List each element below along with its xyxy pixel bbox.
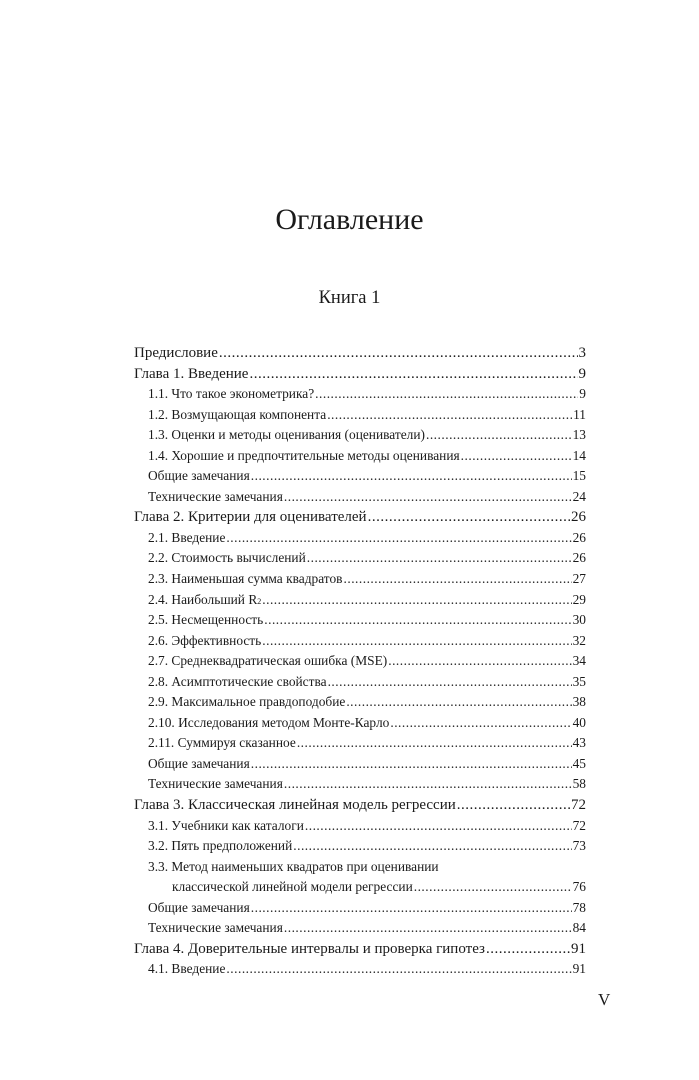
- toc-entry[interactable]: 2.4. Наибольший R 2 ..... 29: [134, 590, 586, 611]
- toc-entry-label: 3.1. Учебники как каталоги: [148, 817, 304, 833]
- toc-entry[interactable]: [134, 692, 586, 713]
- toc-entry[interactable]: [134, 507, 586, 528]
- toc-entry-page: 35: [572, 673, 586, 689]
- toc-entry[interactable]: [134, 672, 586, 693]
- toc-entry-label: Глава 3. Классическая линейная модель регрессии: [134, 797, 456, 814]
- toc-entry[interactable]: [134, 713, 586, 734]
- toc-entry-label: 1.3. Оценки и методы оценивания (оцениватели): [148, 427, 425, 443]
- dot-leader: [251, 754, 572, 775]
- dot-leader: [486, 939, 570, 960]
- dot-leader: [293, 836, 571, 857]
- toc-entry-page: 9: [578, 365, 586, 382]
- toc-entry-label: 1.4. Хорошие и предпочтительные методы оценивания: [148, 447, 460, 463]
- toc-entry-label: Глава 4. Доверительные интервалы и проверка гипотез: [134, 940, 485, 957]
- toc-entry-page: 78: [572, 899, 586, 915]
- dot-leader: [249, 364, 577, 385]
- toc-entry[interactable]: [134, 548, 586, 569]
- toc-entry-page: 14: [572, 447, 586, 463]
- toc-entry-page: 38: [572, 694, 586, 710]
- toc-entry[interactable]: [134, 651, 586, 672]
- toc-entry-page: 3: [578, 345, 586, 361]
- toc-entry-label: 2.6. Эффективность: [148, 632, 262, 648]
- toc-entry[interactable]: [134, 898, 586, 919]
- toc-entry-page: 32: [572, 632, 586, 648]
- dot-leader: [284, 918, 572, 939]
- page-title: Оглавление: [275, 203, 424, 236]
- toc-entry[interactable]: [134, 959, 586, 980]
- dot-leader: [315, 384, 578, 405]
- toc-entry-page: 13: [572, 427, 586, 443]
- toc-entry-label: Общие замечания: [148, 899, 250, 915]
- dot-leader: [307, 548, 572, 569]
- toc-entry-page: 58: [572, 776, 586, 792]
- toc-entry[interactable]: [134, 795, 586, 816]
- toc-entry-page: 43: [572, 735, 586, 751]
- dot-leader: [388, 651, 571, 672]
- toc-entry-label: Общие замечания: [148, 468, 250, 484]
- toc-entry[interactable]: [134, 836, 586, 857]
- toc-entry[interactable]: [134, 754, 586, 775]
- toc-entry-page: 26: [572, 529, 586, 545]
- dot-leader: [264, 610, 571, 631]
- toc-entry-label: 2.8. Асимптотические свойства: [148, 673, 327, 689]
- dot-leader: [327, 405, 572, 426]
- toc-entry-label: 3.3. Метод наименьших квадратов при оценивании: [148, 858, 439, 874]
- page-number: V: [598, 990, 611, 1009]
- dot-leader: [461, 446, 572, 467]
- toc-entry-page: 34: [572, 653, 586, 669]
- book-heading: Книга 1: [318, 288, 381, 308]
- toc-entry-label: Глава 2. Критерии для оценивателей: [134, 509, 367, 526]
- toc-entry[interactable]: [134, 405, 586, 426]
- toc-entry-page: 27: [572, 571, 586, 587]
- toc-entry-label: 2.9. Максимальное правдоподобие: [148, 694, 346, 710]
- toc-entry-label: Технические замечания: [148, 920, 283, 936]
- toc-entry-page: 84: [572, 920, 586, 936]
- toc-entry[interactable]: [134, 877, 586, 898]
- toc-entry[interactable]: [134, 610, 586, 631]
- toc-entry[interactable]: [134, 631, 586, 652]
- toc-entry[interactable]: [134, 857, 586, 878]
- toc-entry-label: Технические замечания: [148, 776, 283, 792]
- dot-leader: [251, 898, 572, 919]
- toc-entry-page: 9: [579, 386, 586, 402]
- toc-entry[interactable]: [134, 466, 586, 487]
- dot-leader: [346, 692, 571, 713]
- toc-entry[interactable]: [134, 816, 586, 837]
- toc-entry-label: 2.4. Наибольший R: [148, 591, 258, 607]
- dot-leader: [226, 959, 571, 980]
- dot-leader: [251, 466, 572, 487]
- dot-leader: [305, 816, 572, 837]
- toc-entry-page: 72: [571, 797, 586, 814]
- toc-entry-label: 1.1. Что такое эконометрика?: [148, 386, 315, 402]
- toc-entry[interactable]: [134, 528, 586, 549]
- toc-entry-page: 15: [572, 468, 586, 484]
- dot-leader: [414, 877, 572, 898]
- toc-entry[interactable]: [134, 774, 586, 795]
- dot-leader: [219, 343, 578, 364]
- toc-entry-label: 2.5. Несмещенность: [148, 612, 264, 628]
- toc-entry-label: Технические замечания: [148, 488, 283, 504]
- toc-entry-label: 2.11. Суммируя сказанное: [148, 735, 296, 751]
- toc-entry[interactable]: [134, 343, 586, 364]
- toc-entry-label: Общие замечания: [148, 755, 250, 771]
- toc-entry-page: 11: [573, 406, 586, 422]
- dot-leader: [457, 795, 570, 816]
- toc-entry-label: 2.7. Среднеквадратическая ошибка (MSE): [148, 653, 388, 669]
- dot-leader: [262, 631, 571, 652]
- dot-leader: [328, 672, 572, 693]
- toc-entry-page: 76: [572, 879, 586, 895]
- toc-entry-label: классической линейной модели регрессии: [172, 879, 413, 895]
- dot-leader: [344, 569, 572, 590]
- dot-leader: [426, 425, 572, 446]
- dot-leader: [368, 507, 570, 528]
- dot-leader: [284, 774, 572, 795]
- toc-entry-page: 40: [572, 714, 586, 730]
- toc-entry-page: 91: [572, 961, 586, 977]
- toc-entry[interactable]: [134, 487, 586, 508]
- toc-entry[interactable]: [134, 569, 586, 590]
- toc-entry-label: 1.2. Возмущающая компонента: [148, 406, 327, 422]
- toc-entry[interactable]: [134, 446, 586, 467]
- toc-entry-label: Предисловие: [134, 345, 218, 361]
- toc-entry[interactable]: [134, 425, 586, 446]
- dot-leader: [262, 590, 571, 611]
- toc-entry-label: 3.2. Пять предположений: [148, 838, 293, 854]
- toc-entry-page: 29: [572, 591, 586, 607]
- dot-leader: [226, 528, 571, 549]
- toc-entry-page: 45: [572, 755, 586, 771]
- toc-entry-page: 73: [572, 838, 586, 854]
- toc-entry-label: 2.10. Исследования методом Монте-Карло: [148, 714, 390, 730]
- toc-entry-page: 91: [571, 940, 586, 957]
- toc-entry[interactable]: [134, 939, 586, 960]
- toc-entry[interactable]: [134, 918, 586, 939]
- toc-entry-label: 2.3. Наименьшая сумма квадратов: [148, 571, 343, 587]
- toc-entry[interactable]: [134, 384, 586, 405]
- toc-entry-label: 2.2. Стоимость вычислений: [148, 550, 306, 566]
- toc-entry-label: 2.1. Введение: [148, 529, 226, 545]
- dot-leader: [390, 713, 571, 734]
- toc-entry-label: Глава 1. Введение: [134, 365, 249, 382]
- toc-entry-page: 26: [572, 550, 586, 566]
- toc-entry-page: 30: [572, 612, 586, 628]
- dot-leader: [297, 733, 572, 754]
- toc-entry[interactable]: [134, 364, 586, 385]
- toc-entry-page: 26: [571, 509, 586, 526]
- table-of-contents: [134, 343, 586, 980]
- toc-entry-page: 72: [572, 817, 586, 833]
- toc-entry-label: 4.1. Введение: [148, 961, 226, 977]
- toc-entry[interactable]: [134, 733, 586, 754]
- toc-entry-page: 24: [572, 488, 586, 504]
- dot-leader: [284, 487, 572, 508]
